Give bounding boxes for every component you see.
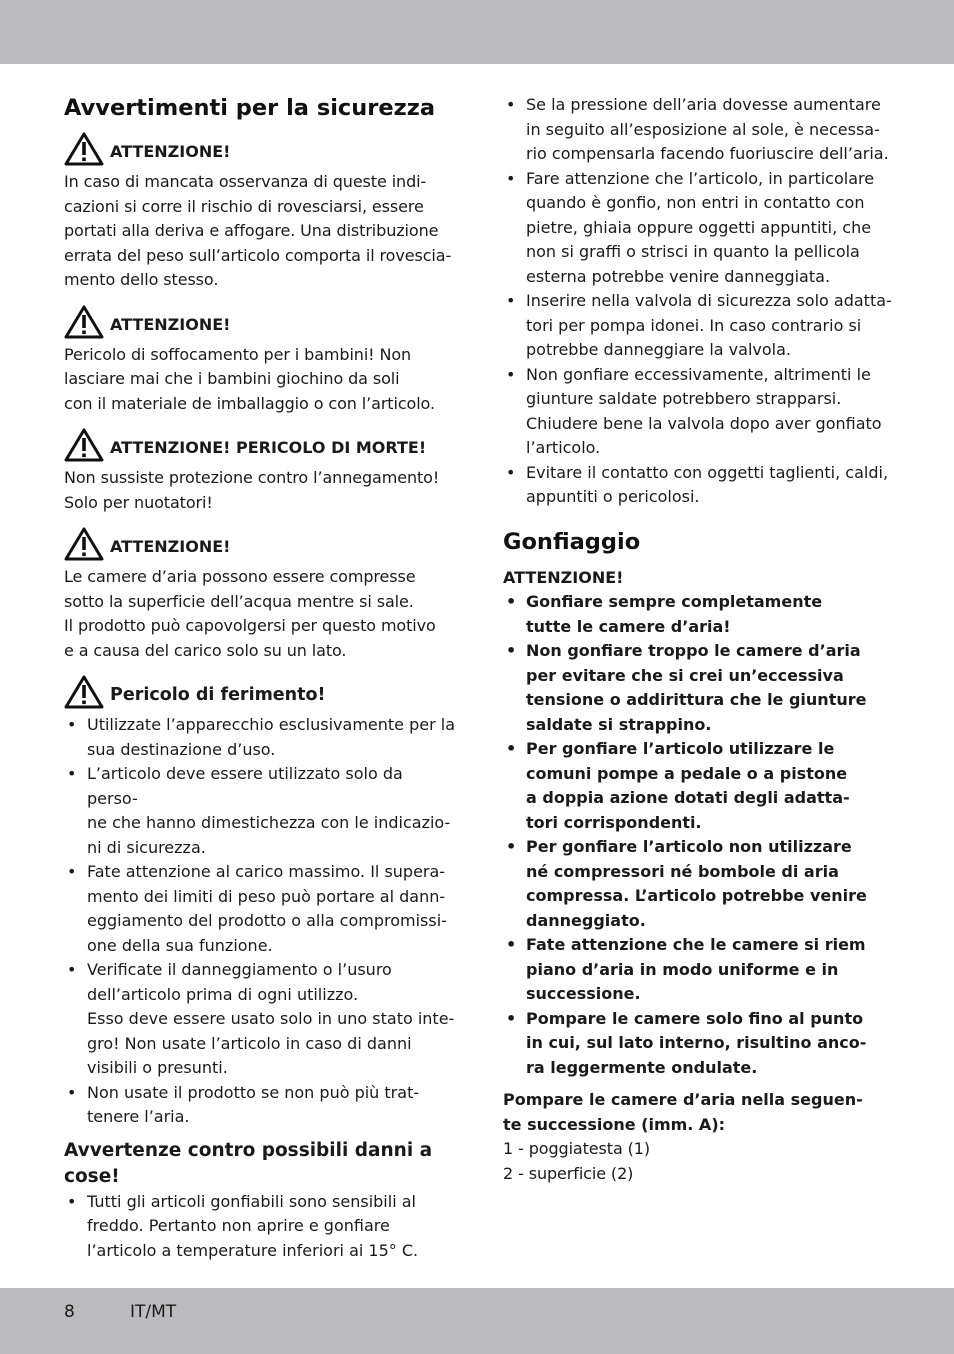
warning-label: ATTENZIONE! — [110, 314, 231, 334]
text-line: portati alla deriva e affogare. Una distribuzione — [64, 221, 439, 240]
list-item — [64, 1081, 456, 1130]
text-line: appuntiti o pericolosi. — [526, 487, 700, 506]
text-line: tensione o addirittura che le giunture — [526, 690, 867, 709]
text-line: • Utilizzate l’apparecchio esclusivamente per la — [87, 715, 456, 734]
list-item — [503, 835, 893, 933]
list-item — [503, 167, 893, 290]
text-line: tutte le camere d’aria! — [526, 616, 731, 636]
damage-heading — [64, 1138, 456, 1190]
list-item — [64, 762, 456, 860]
section-title-safety: Avvertimenti per la sicurezza — [64, 95, 436, 121]
warning-heading — [64, 428, 456, 462]
text-line: giunture saldate potrebbero strapparsi. — [526, 389, 842, 408]
damage-list — [64, 1190, 456, 1264]
text-line: danneggiato. — [526, 910, 646, 930]
text-line: visibili o presunti. — [87, 1058, 228, 1077]
warning-label: ATTENZIONE! — [503, 567, 624, 587]
warning-label: ATTENZIONE! — [110, 142, 231, 161]
text-line: comuni pompe a pedale o a pistone — [526, 763, 848, 783]
text-line: in cui, sul lato interno, risultino anco- — [526, 1033, 867, 1052]
warning-label: ATTENZIONE! — [110, 537, 231, 556]
text-line: non si graffi o strisci in quanto la pellicola — [526, 242, 860, 261]
text-line: l’articolo. — [526, 438, 601, 457]
text-line: tori per pompa idonei. In caso contrario si — [526, 315, 862, 335]
sequence-step: 1 - poggiatesta (1) — [503, 1139, 651, 1158]
warning-label: ATTENZIONE! PERICOLO DI MORTE! — [110, 438, 427, 457]
text-line: esterna potrebbe venire danneggiata. — [526, 266, 831, 286]
text-line: gro! Non usate l’articolo in caso di danni — [87, 1033, 412, 1053]
text-line: sua destinazione d’uso. — [87, 739, 276, 759]
text-line: • Non gonfiare eccessivamente, altrimenti le — [526, 364, 871, 384]
text-line: te successione (imm. A): — [503, 1114, 726, 1134]
text-line: • Fate attenzione che le camere si riem — [526, 935, 866, 954]
text-line: a doppia azione dotati degli adatta- — [526, 788, 850, 807]
warning-heading — [64, 305, 456, 339]
list-item — [64, 958, 456, 1081]
list-item — [503, 590, 893, 639]
text-line: piano d’aria in modo uniforme e in — [526, 959, 839, 979]
list-item — [503, 93, 893, 167]
text-line: eggiamento del prodotto o alla compromissi- — [87, 911, 447, 930]
text-line: Non sussiste protezione contro l’annegamento! — [64, 468, 440, 487]
locale-code: IT/MT — [130, 1302, 177, 1322]
text-line: tenere l’aria. — [87, 1107, 190, 1126]
text-line: • L’articolo deve essere utilizzato solo da perso- — [87, 764, 403, 808]
warning-heading — [64, 675, 456, 709]
left-column — [64, 90, 456, 1263]
text-line: l’articolo a temperature inferiori ai 15° C. — [87, 1240, 419, 1260]
text-line: • Se la pressione dell’aria dovesse aumentare — [526, 95, 881, 114]
list-item — [64, 1190, 456, 1264]
text-line: errata del peso sull’articolo comporta il rovescia- — [64, 245, 452, 265]
care-list — [503, 93, 893, 510]
warning-triangle-icon — [64, 675, 104, 709]
text-line: cazioni si corre il rischio di rovesciarsi, essere — [64, 196, 424, 216]
text-line: mento dei limiti di peso può portare al dann- — [87, 886, 446, 906]
list-item — [503, 461, 893, 510]
text-line: successione. — [526, 984, 641, 1003]
header-band — [0, 0, 954, 64]
warning-text — [64, 343, 456, 417]
text-line: one della sua funzione. — [87, 935, 273, 955]
text-line: Avvertenze contro possibili danni a — [64, 1139, 433, 1161]
text-line: sotto la superficie dell’acqua mentre si sale. — [64, 591, 414, 611]
text-line: cose! — [64, 1165, 120, 1187]
text-line: • Gonfiare sempre completamente — [526, 592, 823, 611]
text-line: • Non gonfiare troppo le camere d’aria — [526, 641, 861, 660]
list-item — [64, 713, 456, 762]
list-item — [503, 1007, 893, 1081]
text-line: Chiudere bene la valvola dopo aver gonfiato — [526, 413, 882, 433]
text-line: • Tutti gli articoli gonfiabili sono sensibili al — [87, 1191, 416, 1211]
warning-triangle-icon — [64, 305, 104, 339]
text-line: freddo. Pertanto non aprire e gonfiare — [87, 1216, 390, 1235]
list-item — [503, 289, 893, 363]
text-line: ni di sicurezza. — [87, 837, 206, 857]
text-line: né compressori né bombole di aria — [526, 861, 839, 881]
warning-triangle-icon — [64, 527, 104, 561]
text-line: Il prodotto può capovolgersi per questo motivo — [64, 616, 436, 635]
sequence-step: 2 - superficie (2) — [503, 1163, 634, 1183]
text-line: • Non usate il prodotto se non può più trat- — [87, 1082, 420, 1102]
text-line: compressa. L’articolo potrebbe venire — [526, 886, 867, 905]
list-item — [503, 737, 893, 835]
warning-triangle-icon — [64, 428, 104, 462]
section-title-inflation: Gonfiaggio — [503, 528, 641, 555]
list-item — [503, 639, 893, 737]
text-line: Pompare le camere d’aria nella seguen- — [503, 1090, 863, 1109]
text-line: • Fare attenzione che l’articolo, in particolare — [526, 168, 875, 188]
text-line: in seguito all’esposizione al sole, è necessa- — [526, 119, 880, 139]
warning-label: Pericolo di ferimento! — [110, 685, 326, 705]
text-line: In caso di mancata osservanza di queste indi- — [64, 172, 427, 191]
warning-heading — [64, 527, 456, 561]
warning-heading — [64, 132, 456, 166]
list-item — [64, 860, 456, 958]
text-line: Esso deve essere usato solo in uno stato inte- — [87, 1009, 455, 1028]
text-line: con il materiale de imballaggio o con l’articolo. — [64, 393, 435, 413]
text-line: rio compensarla facendo fuoriuscire dell’aria. — [526, 144, 889, 163]
text-line: • Inserire nella valvola di sicurezza solo adatta- — [526, 291, 892, 310]
text-line: • Fate attenzione al carico massimo. Il supera- — [87, 862, 446, 881]
warning-triangle-icon — [64, 132, 104, 166]
text-line: potrebbe danneggiare la valvola. — [526, 340, 791, 359]
text-line: quando è gonfio, non entri in contatto con — [526, 193, 865, 212]
warning-text — [64, 466, 456, 515]
text-line: • Per gonfiare l’articolo utilizzare le — [526, 739, 835, 758]
text-line: ne che hanno dimestichezza con le indicazio- — [87, 813, 451, 832]
text-line: ra leggermente ondulate. — [526, 1057, 758, 1077]
text-line: Le camere d’aria possono essere compresse — [64, 567, 416, 586]
text-line: e a causa del carico solo su un lato. — [64, 640, 347, 660]
text-line: saldate si strappino. — [526, 714, 712, 734]
injury-list — [64, 713, 456, 1130]
text-line: pietre, ghiaia oppure oggetti appuntiti, che — [526, 217, 872, 237]
text-line: • Evitare il contatto con oggetti taglienti, caldi, — [526, 462, 889, 482]
text-line: Solo per nuotatori! — [64, 492, 213, 512]
right-column — [503, 90, 893, 1186]
list-item — [503, 933, 893, 1007]
text-line: dell’articolo prima di ogni utilizzo. — [87, 984, 359, 1004]
text-line: mento dello stesso. — [64, 270, 219, 289]
page-number: 8 — [64, 1302, 75, 1322]
text-line: tori corrispondenti. — [526, 812, 702, 832]
text-line: • Per gonfiare l’articolo non utilizzare — [526, 837, 852, 856]
text-line: • Pompare le camere solo fino al punto — [526, 1008, 864, 1028]
text-line: • Verificate il danneggiamento o l’usuro — [87, 960, 392, 979]
text-line: per evitare che si crei un’eccessiva — [526, 665, 844, 685]
sequence-intro — [503, 1088, 893, 1137]
text-line: lasciare mai che i bambini giochino da soli — [64, 369, 400, 388]
text-line: Pericolo di soffocamento per i bambini! Non — [64, 344, 412, 364]
warning-text — [64, 170, 456, 293]
inflation-list — [503, 590, 893, 1080]
warning-text — [64, 565, 456, 663]
list-item — [503, 363, 893, 461]
